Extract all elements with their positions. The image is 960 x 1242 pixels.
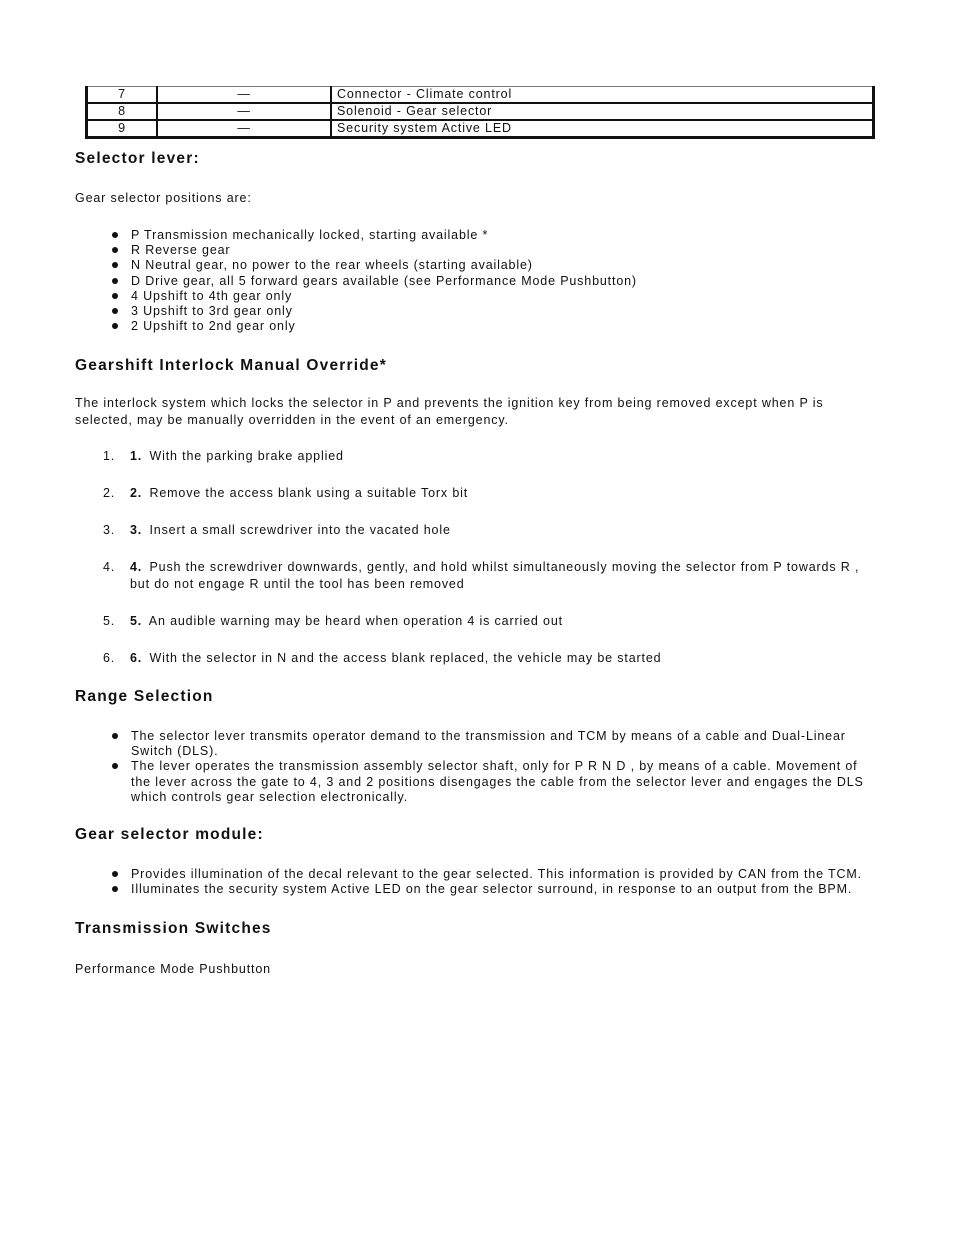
table-row xyxy=(87,120,874,138)
range-selection-list xyxy=(112,729,872,805)
table-row xyxy=(87,87,874,104)
selector-positions-list xyxy=(112,228,872,334)
list-item-text: R Reverse gear xyxy=(131,243,231,258)
bullet-icon xyxy=(112,308,118,314)
list-item xyxy=(112,274,872,289)
parts-table xyxy=(85,86,875,139)
step-text: Push the screwdriver downwards, gently, and hold whilst simultaneously moving the selector from P towards R , but do not engage R until the tool has been removed xyxy=(130,560,860,591)
step-number: 5. xyxy=(130,614,143,628)
step-number: 4. xyxy=(130,560,143,574)
step-text: Remove the access blank using a suitable Torx bit xyxy=(149,486,469,500)
interlock-intro: The interlock system which locks the selector in P and prevents the ignition key from being removed except when P is selected, may be manually overridden in the event of an emergency. xyxy=(75,396,824,427)
step-number: 2. xyxy=(130,486,143,500)
list-item xyxy=(103,650,873,667)
list-item-text: 3 Upshift to 3rd gear only xyxy=(131,304,293,319)
step-marker: 4. xyxy=(103,560,116,574)
step-text: An audible warning may be heard when operation 4 is carried out xyxy=(148,614,563,628)
list-item xyxy=(103,559,873,593)
interlock-steps-list xyxy=(103,448,873,687)
list-item xyxy=(112,258,872,273)
part-quantity: — xyxy=(157,120,331,138)
step-number: 1. xyxy=(130,449,143,463)
list-item xyxy=(112,289,872,304)
part-number: 8 xyxy=(87,103,158,120)
range-selection-heading: Range Selection xyxy=(75,688,214,705)
gear-selector-module-heading: Gear selector module: xyxy=(75,826,264,843)
step-marker: 5. xyxy=(103,614,116,628)
list-item xyxy=(112,228,872,243)
list-item-text: The lever operates the transmission assembly selector shaft, only for P R N D , by means of a cable. Movement of the lever across the gate to 4, 3 and 2 positions disengages the cable from the selector lever and engages the DLS which controls gear selection electronically. xyxy=(131,759,864,804)
list-item-text: The selector lever transmits operator demand to the transmission and TCM by means of a cable and Dual-Linear Switch (DLS). xyxy=(131,729,846,759)
step-marker: 1. xyxy=(103,449,116,463)
list-item xyxy=(112,729,872,759)
list-item-text: 4 Upshift to 4th gear only xyxy=(131,288,293,303)
step-marker: 2. xyxy=(103,486,116,500)
bullet-icon xyxy=(112,232,118,238)
bullet-icon xyxy=(112,763,118,769)
performance-mode-text: Performance Mode Pushbutton xyxy=(75,962,271,976)
step-marker: 6. xyxy=(103,651,116,665)
list-item xyxy=(112,882,872,897)
part-quantity: — xyxy=(157,87,331,104)
list-item-text: D Drive gear, all 5 forward gears available (see Performance Mode Pushbutton) xyxy=(131,273,637,288)
list-item-text: 2 Upshift to 2nd gear only xyxy=(131,319,296,334)
step-text: With the selector in N and the access blank replaced, the vehicle may be started xyxy=(149,651,662,665)
list-item xyxy=(112,867,872,882)
bullet-icon xyxy=(112,871,118,877)
bullet-icon xyxy=(112,733,118,739)
part-description: Solenoid - Gear selector xyxy=(331,103,874,120)
step-number: 6. xyxy=(130,651,143,665)
list-item-text: N Neutral gear, no power to the rear wheels (starting available) xyxy=(131,258,533,273)
list-item xyxy=(103,522,873,539)
selector-lever-heading: Selector lever: xyxy=(75,150,200,167)
list-item-text: Illuminates the security system Active LED on the gear selector surround, in response to an output from the BPM. xyxy=(131,882,853,897)
selector-positions-intro: Gear selector positions are: xyxy=(75,191,252,205)
step-marker: 3. xyxy=(103,523,116,537)
table-row xyxy=(87,103,874,120)
bullet-icon xyxy=(112,278,118,284)
list-item xyxy=(112,319,872,334)
transmission-switches-heading: Transmission Switches xyxy=(75,920,272,937)
bullet-icon xyxy=(112,247,118,253)
list-item-text: P Transmission mechanically locked, starting available * xyxy=(131,228,489,242)
gear-selector-module-list xyxy=(112,867,872,897)
part-description: Security system Active LED xyxy=(331,120,874,138)
list-item xyxy=(103,448,873,465)
part-number: 7 xyxy=(87,87,158,104)
part-quantity: — xyxy=(157,103,331,120)
list-item xyxy=(112,243,872,258)
part-description: Connector - Climate control xyxy=(331,87,874,104)
list-item xyxy=(112,759,872,805)
list-item xyxy=(103,485,873,502)
step-text: Insert a small screwdriver into the vacated hole xyxy=(149,523,451,537)
list-item xyxy=(112,304,872,319)
part-number: 9 xyxy=(87,120,158,138)
step-number: 3. xyxy=(130,523,143,537)
bullet-icon xyxy=(112,886,118,892)
bullet-icon xyxy=(112,323,118,329)
list-item-text: Provides illumination of the decal relevant to the gear selected. This information is provided by CAN from the TCM. xyxy=(131,867,862,881)
interlock-heading: Gearshift Interlock Manual Override* xyxy=(75,357,387,374)
list-item xyxy=(103,613,873,630)
step-text: With the parking brake applied xyxy=(149,449,344,463)
bullet-icon xyxy=(112,262,118,268)
bullet-icon xyxy=(112,293,118,299)
